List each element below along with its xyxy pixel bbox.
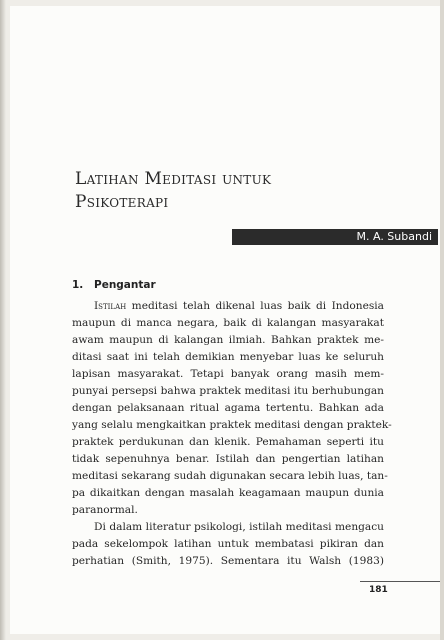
paragraph-line: perhatian (Smith, 1975). Sementara itu Walsh (1983) [72,555,384,567]
author-name: M. A. Subandi [356,230,432,243]
paragraph-line: pada sekelompok latihan untuk membatasi pikiran dan [72,538,384,550]
paragraph-line: praktek perdukunan dan klenik. Pemahaman seperti itu [72,436,384,448]
paragraph-1 [72,298,392,519]
page-edge [440,0,444,640]
author-banner [232,229,438,245]
section-heading [72,279,156,291]
paragraph-lead-word: Istilah [94,300,127,312]
paragraph-line: maupun di manca negara, baik di kalangan masyarakat [72,317,384,329]
paragraph-line: meditasi sekarang sudah digunakan secara lebih luas, tan- [72,470,388,482]
paragraph-line: pa dikaitkan dengan masalah keagamaan maupun dunia [72,487,384,499]
paragraph-line: ditasi saat ini telah demikian menyebar luas ke seluruh [72,351,384,363]
section-title: Pengantar [94,279,156,291]
paragraph-line: dengan pelaksanaan ritual agama tertentu. Bahkan ada [72,402,384,414]
paragraph-line: Di dalam literatur psikologi, istilah meditasi mengacu [94,521,384,533]
footer-rule [360,581,440,582]
section-number: 1. [72,279,84,291]
binding-shadow [0,0,6,640]
paragraph-line: awam maupun di kalangan ilmiah. Bahkan praktek me- [72,334,384,346]
chapter-title [75,168,271,214]
chapter-title-line2: Psikoterapi [75,192,169,212]
paragraph-line: lapisan masyarakat. Tetapi banyak orang masih mem- [72,368,384,380]
paragraph-2 [72,519,384,570]
paragraph-line: yang selalu mengkaitkan praktek meditasi dengan praktek- [72,419,392,431]
paragraph-line: Istilah meditasi telah dikenal luas baik di Indonesia [94,300,384,312]
page-number: 181 [369,585,388,595]
paragraph-line: punyai persepsi bahwa praktek meditasi itu berhubungan [72,385,384,397]
paragraph-line: paranormal. [72,504,138,516]
paragraph-line: tidak sepenuhnya benar. Istilah dan pengertian latihan [72,453,384,465]
chapter-title-line1: Latihan Meditasi untuk [75,169,272,189]
